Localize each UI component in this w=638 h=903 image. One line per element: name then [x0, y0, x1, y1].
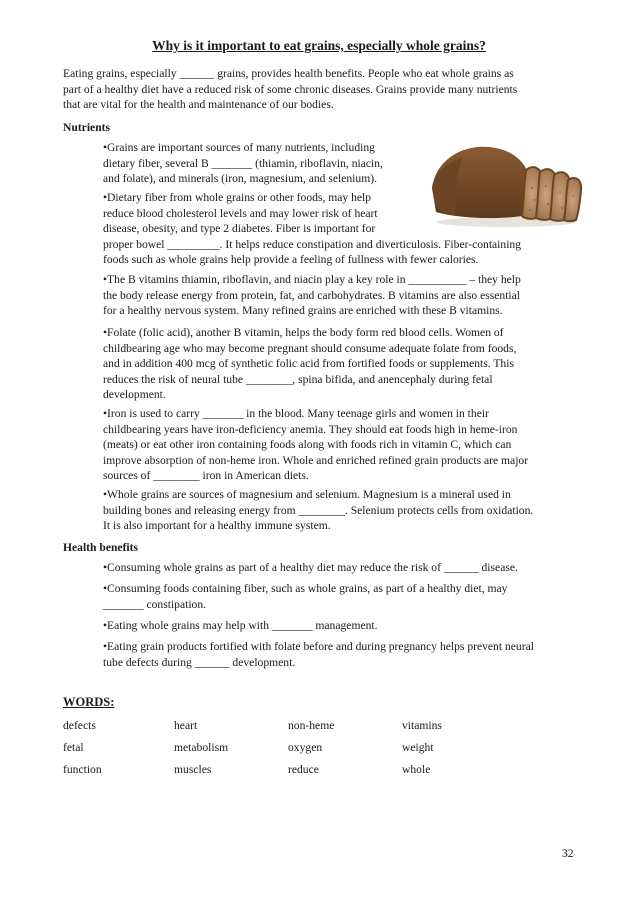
nutrient-bullet: [103, 272, 581, 319]
nutrient-bullet: [103, 406, 581, 484]
nutrient-bullet: [103, 140, 425, 187]
bullet-line: _______ constipation.: [103, 597, 207, 611]
bullet-line: childbearing years have iron-deficiency anemia. They should eat foods high in heme-iron: [103, 422, 518, 436]
bullet-line: for a healthy nervous system. Many refined grains are enriched with these B vitamins.: [103, 304, 503, 318]
bullet-line: •Folate (folic acid), another B vitamin, helps the body form red blood cells. Women of: [103, 326, 504, 339]
word-bank-item: muscles: [174, 763, 212, 776]
word-bank-item: heart: [174, 719, 198, 732]
nutrient-bullet: [103, 487, 581, 534]
bullet-line: and in addition 400 mcg of synthetic folic acid from fortified foods or supplements. This: [103, 357, 514, 371]
bullet-line: •Consuming foods containing fiber, such as whole grains, as part of a healthy diet, may: [103, 582, 508, 595]
health-bullet: [103, 560, 581, 576]
bullet-line: sources of ________ iron in American diets.: [103, 469, 309, 483]
page-title: Why is it important to eat grains, especially whole grains?: [152, 38, 486, 53]
health-bullet: [103, 581, 581, 612]
bullet-line: dietary fiber, several B _______ (thiamin, riboflavin, niacin,: [103, 156, 383, 170]
bullet-line: •Eating grain products fortified with folate before and during pregnancy helps prevent neural: [103, 640, 534, 653]
word-bank-item: function: [63, 763, 102, 776]
word-bank-item: defects: [63, 719, 96, 732]
word-bank-item: vitamins: [402, 719, 442, 732]
word-bank-item: fetal: [63, 741, 84, 754]
bullet-line: •Consuming whole grains as part of a healthy diet may reduce the risk of ______ disease.: [103, 561, 518, 574]
bullet-line: reduces the risk of neural tube ________, spina bifida, and anencephaly during fetal: [103, 372, 493, 386]
word-bank-item: non-heme: [288, 719, 335, 732]
nutrients-heading: Nutrients: [63, 121, 111, 134]
bullet-line: disease, obesity, and type 2 diabetes. Fiber is important for: [103, 222, 376, 236]
bullet-line: proper bowel _________. It helps reduce constipation and diverticulosis. Fiber-containing: [103, 237, 522, 251]
bullet-line: •The B vitamins thiamin, riboflavin, and niacin play a key role in __________ – they help: [103, 273, 521, 286]
health-benefits-heading: Health benefits: [63, 541, 139, 554]
bullet-line: development.: [103, 388, 166, 402]
words-heading: WORDS:: [63, 695, 115, 709]
intro-line: part of a healthy diet have a reduced risk of some chronic diseases. Grains provide many nutrients: [63, 82, 518, 96]
bullet-line: improve absorption of non-heme iron. Whole and enriched refined grain products are major: [103, 453, 529, 467]
word-bank-item: reduce: [288, 763, 319, 776]
bullet-line: •Eating whole grains may help with _______ management.: [103, 619, 378, 632]
bullet-line: It is also important for a healthy immune system.: [103, 519, 331, 533]
bullet-line: (meats) or eat other iron containing foods along with foods rich in vitamin C, which can: [103, 438, 512, 452]
bullet-line: and folate), and minerals (iron, magnesium, and selenium).: [103, 172, 377, 186]
bullet-line: •Whole grains are sources of magnesium and selenium. Magnesium is a mineral used in: [103, 488, 511, 501]
bullet-line: building bones and releasing energy from ________. Selenium protects cells from oxidation.: [103, 503, 534, 517]
bullet-line: tube defects during ______ development.: [103, 655, 296, 669]
nutrient-bullet: [103, 190, 581, 268]
word-bank-item: oxygen: [288, 741, 323, 754]
word-bank-item: metabolism: [174, 741, 229, 754]
health-bullet: [103, 618, 581, 634]
bullet-line: •Grains are important sources of many nutrients, including: [103, 141, 375, 154]
health-bullet: [103, 639, 581, 670]
intro-line: that are vital for the health and maintenance of our bodies.: [63, 98, 334, 112]
word-bank-item: weight: [402, 741, 434, 754]
bullet-line: •Dietary fiber from whole grains or other foods, may help: [103, 191, 372, 204]
word-bank-item: whole: [402, 763, 431, 776]
bullet-line: foods such as whole grains help provide a feeling of fullness with fewer calories.: [103, 253, 479, 267]
bullet-line: •Iron is used to carry _______ in the blood. Many teenage girls and women in their: [103, 407, 489, 420]
bullet-line: the body release energy from protein, fat, and carbohydrates. B vitamins are also essential: [103, 288, 521, 302]
page-number: 32: [562, 847, 574, 860]
bullet-line: childbearing age who may become pregnant should consume adequate folate from foods,: [103, 341, 517, 355]
nutrient-bullet: [103, 325, 581, 403]
bullet-line: reduce blood cholesterol levels and may lower risk of heart: [103, 206, 378, 220]
intro-line: Eating grains, especially ______ grains, provides health benefits. People who eat whole grains as: [63, 67, 514, 80]
intro-paragraph: [63, 66, 578, 113]
